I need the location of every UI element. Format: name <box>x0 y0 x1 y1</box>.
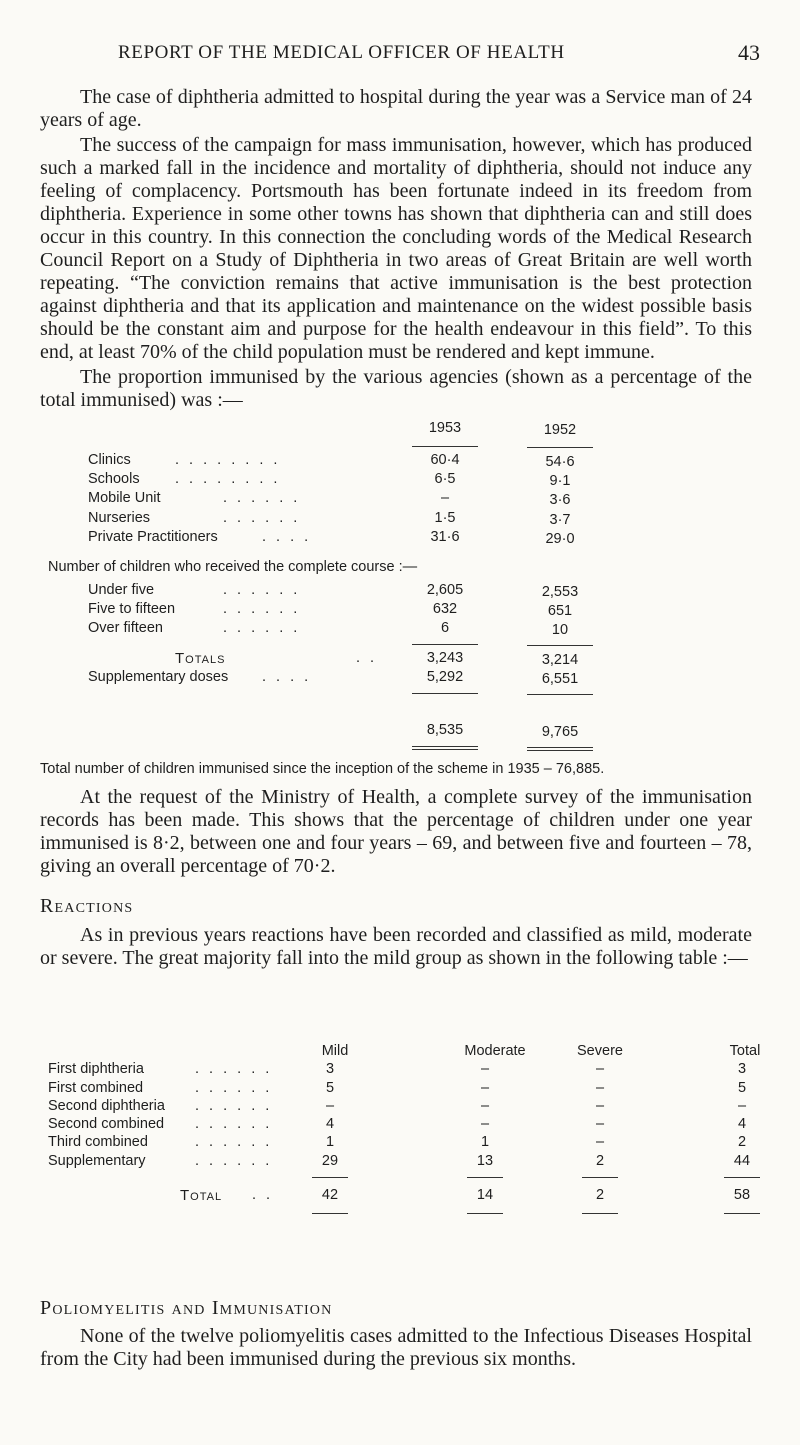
leader-dots: . . . . . . <box>223 490 301 506</box>
rule-total <box>724 1213 760 1214</box>
leader-dots: . . <box>356 650 378 666</box>
rule-1953 <box>412 644 478 645</box>
row-label: Over fifteen <box>88 620 163 636</box>
row-label: Clinics <box>88 452 131 468</box>
row-label: First diphtheria <box>48 1061 144 1077</box>
row-label: Second combined <box>48 1116 165 1132</box>
col-mild-header: Mild <box>321 1043 349 1059</box>
rule-total <box>724 1177 760 1178</box>
paragraph-polio: None of the twelve poliomyelitis cases admitted to the Infectious Diseases Hospital from the City had been immunised during the previous six months. <box>40 1325 752 1370</box>
value-severe: – <box>595 1134 605 1150</box>
rule-1953 <box>412 746 478 747</box>
value-1953: – <box>440 490 450 506</box>
value-mild: 3 <box>325 1061 335 1077</box>
rule-1953 <box>412 446 478 447</box>
rule-mild <box>312 1213 348 1214</box>
row-label: Private Practitioners <box>88 529 218 545</box>
value-total: 58 <box>733 1187 751 1203</box>
value-severe: – <box>595 1098 605 1114</box>
leader-dots: . . . . . . <box>195 1134 273 1150</box>
leader-dots: . . . . . . <box>195 1061 273 1077</box>
value-1952: 2,553 <box>541 584 579 600</box>
leader-dots: . . . . . . . . <box>175 471 281 487</box>
leader-dots: . . <box>252 1187 274 1203</box>
value-1953: 60·4 <box>430 452 460 468</box>
row-label: First combined <box>48 1080 144 1096</box>
value-1953: 632 <box>432 601 458 617</box>
value-moderate: 14 <box>476 1187 494 1203</box>
leader-dots: . . . . . . <box>223 582 301 598</box>
report-title: REPORT OF THE MEDICAL OFFICER OF HEALTH <box>118 42 565 63</box>
running-head <box>0 42 800 72</box>
row-label: Under five <box>88 582 155 598</box>
value-moderate: – <box>480 1061 490 1077</box>
rule-moderate <box>467 1213 503 1214</box>
paragraph-survey: At the request of the Ministry of Health, a complete survey of the immunisation records has been made. This shows that the percentage of children under one year immunised is 8·2, between one and four years – 69, and between five and fourteen – 78, giving an overall percentage of 70·2. <box>40 786 752 877</box>
value-1952: 29·0 <box>545 531 575 547</box>
leader-dots: . . . . . . <box>195 1153 273 1169</box>
value-1953: 31·6 <box>430 529 460 545</box>
col-total-header: Total <box>729 1043 761 1059</box>
rule-1952 <box>527 694 593 695</box>
value-mild: 42 <box>321 1187 339 1203</box>
value-severe: 2 <box>595 1153 605 1169</box>
value-1953: 8,535 <box>426 722 464 738</box>
value-mild: 5 <box>325 1080 335 1096</box>
rule-1952 <box>527 447 593 448</box>
rule-severe <box>582 1213 618 1214</box>
row-label: Supplementary doses <box>88 669 229 685</box>
rule-1952 <box>527 645 593 646</box>
value-1952: 3·7 <box>549 512 571 528</box>
value-total: – <box>737 1098 747 1114</box>
value-moderate: – <box>480 1098 490 1114</box>
double-rule-1953 <box>412 749 478 750</box>
reactions-heading: Reactions <box>40 895 134 917</box>
row-label: Second diphtheria <box>48 1098 165 1114</box>
value-severe: – <box>595 1061 605 1077</box>
value-moderate: – <box>480 1080 490 1096</box>
value-1953: 5,292 <box>426 669 464 685</box>
value-1953: 6·5 <box>434 471 456 487</box>
leader-dots: . . . . . . <box>223 510 301 526</box>
polio-heading: Poliomyelitis and Immunisation <box>40 1297 333 1319</box>
leader-dots: . . . . <box>262 669 312 685</box>
totals-label: Totals <box>175 650 226 667</box>
value-severe: – <box>595 1116 605 1132</box>
value-total: 5 <box>737 1080 747 1096</box>
value-1952: 3·6 <box>549 492 571 508</box>
year-1952-header: 1952 <box>543 422 577 438</box>
rule-1953 <box>412 693 478 694</box>
value-1953: 3,243 <box>426 650 464 666</box>
year-1953-header: 1953 <box>428 420 462 436</box>
total-label: Total <box>180 1187 223 1204</box>
paragraph-proportion-intro: The proportion immunised by the various agencies (shown as a percentage of the total immunised) was :— <box>40 366 752 411</box>
value-1952: 9·1 <box>549 473 571 489</box>
leader-dots: . . . . . . <box>223 601 301 617</box>
rule-1952 <box>527 747 593 748</box>
row-label: Schools <box>88 471 140 487</box>
leader-dots: . . . . . . <box>223 620 301 636</box>
leader-dots: . . . . . . <box>195 1116 273 1132</box>
value-1953: 1·5 <box>434 510 456 526</box>
value-mild: 4 <box>325 1116 335 1132</box>
value-total: 3 <box>737 1061 747 1077</box>
value-1952: 9,765 <box>541 724 579 740</box>
value-1952: 651 <box>547 603 573 619</box>
value-1952: 54·6 <box>545 454 575 470</box>
col-severe-header: Severe <box>577 1043 623 1059</box>
value-total: 2 <box>737 1134 747 1150</box>
value-1952: 3,214 <box>541 652 579 668</box>
value-moderate: 13 <box>476 1153 494 1169</box>
value-1953: 6 <box>440 620 450 636</box>
paragraph-campaign-success: The success of the campaign for mass immunisation, however, which has produced such a marked fall in the incidence and mortality of diphtheria, should not induce any feeling of complacency. Portsmouth has been fortunate indeed in its freedom from diphtheria. Experience in some other towns has shown that diphtheria can and still does occur in this country. In this connection the concluding words of the Medical Research Council Report on a Study of Diphtheria in two areas of Great Britain are well worth repeating. “The conviction remains that active immunisation is the best protection against diphtheria and that its application and maintenance on the widest possible basis should be the constant aim and purpose for the health endeavour in this field”. To this end, at least 70% of the child population must be rendered and kept immune. <box>40 134 752 363</box>
row-label: Five to fifteen <box>88 601 176 617</box>
value-mild: 29 <box>321 1153 339 1169</box>
value-1952: 6,551 <box>541 671 579 687</box>
value-moderate: – <box>480 1116 490 1132</box>
col-moderate-header: Moderate <box>464 1043 526 1059</box>
value-severe: 2 <box>595 1187 605 1203</box>
leader-dots: . . . . . . . . <box>175 452 281 468</box>
value-severe: – <box>595 1080 605 1096</box>
leader-dots: . . . . <box>262 529 312 545</box>
leader-dots: . . . . . . <box>195 1098 273 1114</box>
paragraph-reactions: As in previous years reactions have been recorded and classified as mild, moderate or severe. The great majority fall into the mild group as shown in the following table :— <box>40 924 752 969</box>
double-rule-1952 <box>527 750 593 751</box>
row-label: Mobile Unit <box>88 490 161 506</box>
rule-severe <box>582 1177 618 1178</box>
rule-moderate <box>467 1177 503 1178</box>
row-label: Supplementary <box>48 1153 146 1169</box>
course-intro: Number of children who received the complete course :— <box>48 559 418 575</box>
value-1953: 2,605 <box>426 582 464 598</box>
rule-mild <box>312 1177 348 1178</box>
value-mild: 1 <box>325 1134 335 1150</box>
value-mild: – <box>325 1098 335 1114</box>
value-total: 44 <box>733 1153 751 1169</box>
row-label: Nurseries <box>88 510 151 526</box>
leader-dots: . . . . . . <box>195 1080 273 1096</box>
value-1952: 10 <box>551 622 569 638</box>
page-number: 43 <box>738 40 760 65</box>
value-moderate: 1 <box>480 1134 490 1150</box>
paragraph-diphtheria-case: The case of diphtheria admitted to hospital during the year was a Service man of 24 years of age. <box>40 86 752 131</box>
total-since-inception: Total number of children immunised since the inception of the scheme in 1935 – 76,885. <box>40 761 605 777</box>
row-label: Third combined <box>48 1134 148 1150</box>
value-total: 4 <box>737 1116 747 1132</box>
